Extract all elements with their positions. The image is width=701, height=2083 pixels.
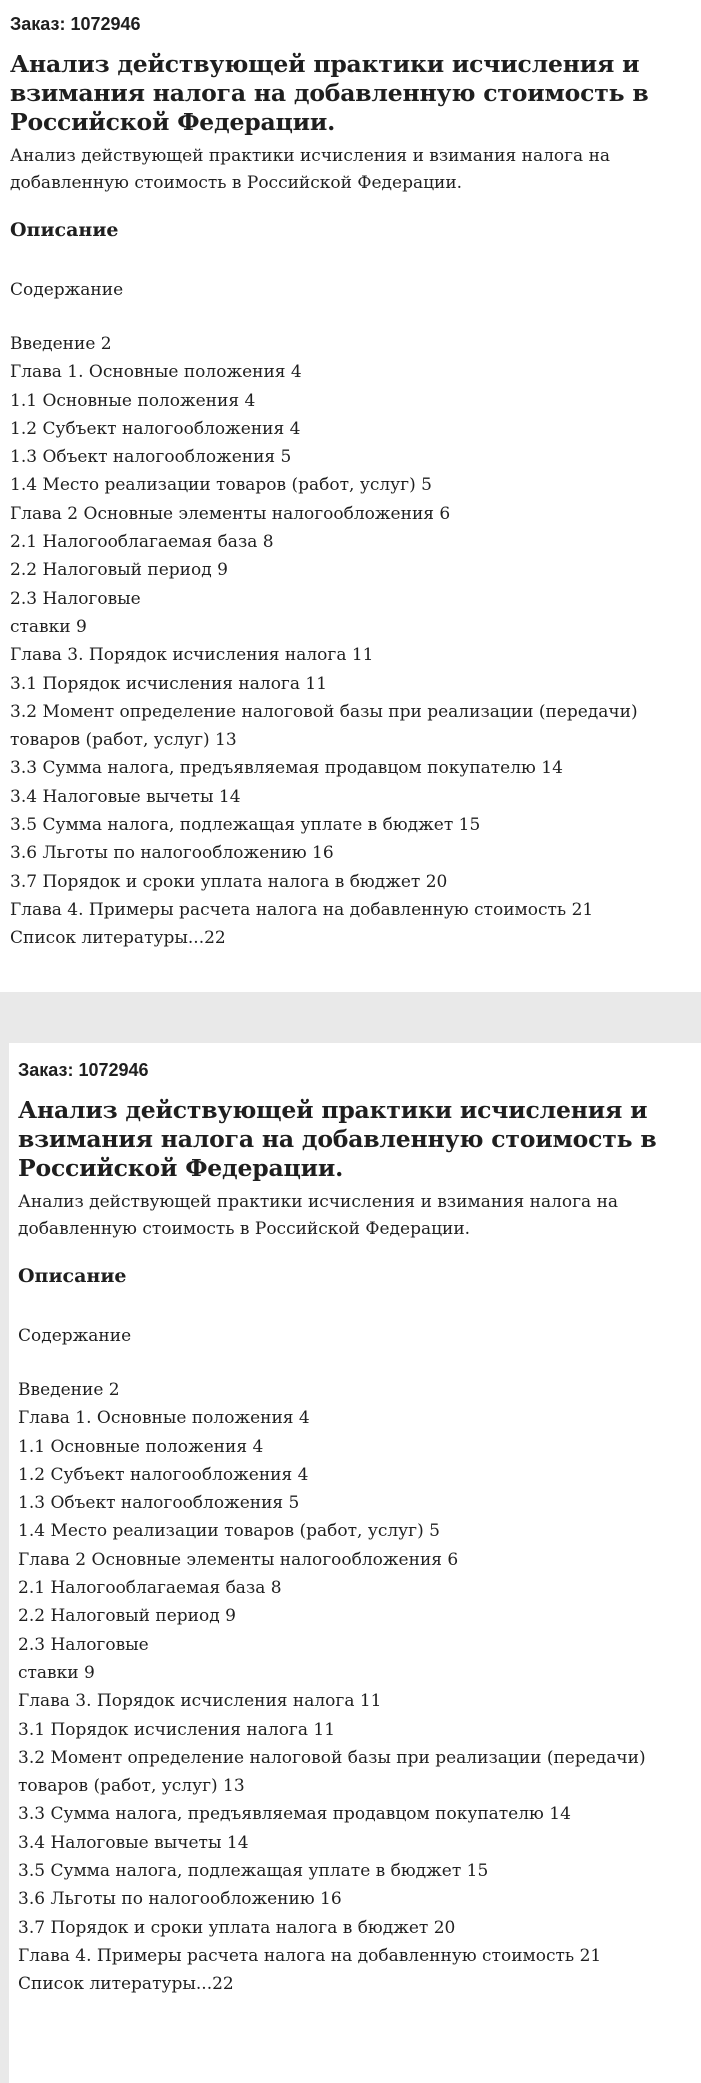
toc-item: 2.2 Налоговый период 9 (10, 560, 228, 581)
toc-item: Глава 4. Примеры расчета налога на добавленную стоимость 21 (18, 1945, 602, 1966)
document-subtitle: Анализ действующей практики исчисления и взимания налога на добавленную стоимость в Российской Федерации. (10, 146, 611, 193)
table-of-contents (18, 1376, 691, 1999)
toc-item: 3.1 Порядок исчисления налога 11 (18, 1719, 336, 1740)
toc-item: 1.3 Объект налогообложения 5 (18, 1493, 300, 1514)
toc-item: Глава 2 Основные элементы налогообложения 6 (18, 1549, 459, 1570)
document-page-2 (9, 1043, 701, 2083)
toc-item: 2.1 Налогооблагаемая база 8 (10, 532, 274, 553)
toc-item: 3.4 Налоговые вычеты 14 (10, 786, 241, 807)
toc-item: ставки 9 (10, 616, 87, 637)
toc-item: 3.7 Порядок и сроки уплата налога в бюджет 20 (18, 1917, 456, 1938)
contents-label: Содержание (10, 280, 124, 300)
toc-item: 1.4 Место реализации товаров (работ, услуг) 5 (18, 1521, 440, 1542)
toc-item: Глава 1. Основные положения 4 (10, 362, 302, 383)
toc-item: Глава 4. Примеры расчета налога на добавленную стоимость 21 (10, 899, 594, 920)
table-of-contents (10, 330, 691, 953)
toc-item: 3.6 Льготы по налогообложению 16 (18, 1889, 342, 1910)
toc-item: 1.1 Основные положения 4 (10, 390, 256, 411)
description-heading: Описание (18, 1265, 127, 1287)
toc-item: Глава 1. Основные положения 4 (18, 1408, 310, 1429)
toc-item: Список литературы...22 (10, 928, 226, 949)
toc-item: 1.3 Объект налогообложения 5 (10, 447, 292, 468)
toc-item: 1.1 Основные положения 4 (18, 1436, 264, 1457)
toc-item: 3.5 Сумма налога, подлежащая уплате в бюджет 15 (18, 1861, 489, 1882)
order-number: Заказ: 1072946 (10, 14, 141, 34)
toc-item: 2.3 Налоговые (10, 588, 141, 609)
document-title: Анализ действующей практики исчисления и взимания налога на добавленную стоимость в Российской Федерации. (18, 1096, 657, 1182)
contents-label: Содержание (18, 1326, 132, 1346)
toc-item: 3.3 Сумма налога, предъявляемая продавцом покупателю 14 (10, 758, 563, 779)
toc-item: 3.2 Момент определение налоговой базы при реализации (передачи) товаров (работ, услуг) 13 (10, 701, 638, 751)
toc-item: 3.5 Сумма налога, подлежащая уплате в бюджет 15 (10, 815, 481, 836)
toc-item: 2.2 Налоговый период 9 (18, 1606, 236, 1627)
toc-item: Введение 2 (18, 1380, 120, 1400)
toc-item: Введение 2 (10, 334, 112, 354)
description-heading: Описание (10, 219, 119, 241)
toc-item: 1.2 Субъект налогообложения 4 (10, 418, 301, 439)
toc-item: 1.4 Место реализации товаров (работ, услуг) 5 (10, 475, 432, 496)
toc-item: 1.2 Субъект налогообложения 4 (18, 1464, 309, 1485)
toc-item: Глава 3. Порядок исчисления налога 11 (10, 645, 374, 666)
toc-item: Глава 2 Основные элементы налогообложения 6 (10, 503, 451, 524)
document-page-1 (0, 0, 701, 992)
toc-item: Список литературы...22 (18, 1974, 234, 1995)
order-number: Заказ: 1072946 (18, 1060, 149, 1080)
toc-item: 3.2 Момент определение налоговой базы при реализации (передачи) товаров (работ, услуг) 13 (18, 1747, 646, 1797)
toc-item: Глава 3. Порядок исчисления налога 11 (18, 1691, 382, 1712)
toc-item: 2.1 Налогооблагаемая база 8 (18, 1578, 282, 1599)
toc-item: ставки 9 (18, 1662, 95, 1683)
toc-item: 3.4 Налоговые вычеты 14 (18, 1832, 249, 1853)
toc-item: 3.1 Порядок исчисления налога 11 (10, 673, 328, 694)
document-title: Анализ действующей практики исчисления и взимания налога на добавленную стоимость в Российской Федерации. (10, 50, 649, 136)
toc-item: 2.3 Налоговые (18, 1634, 149, 1655)
document-subtitle: Анализ действующей практики исчисления и взимания налога на добавленную стоимость в Российской Федерации. (18, 1192, 619, 1239)
toc-item: 3.6 Льготы по налогообложению 16 (10, 843, 334, 864)
toc-item: 3.3 Сумма налога, предъявляемая продавцом покупателю 14 (18, 1804, 571, 1825)
toc-item: 3.7 Порядок и сроки уплата налога в бюджет 20 (10, 871, 448, 892)
